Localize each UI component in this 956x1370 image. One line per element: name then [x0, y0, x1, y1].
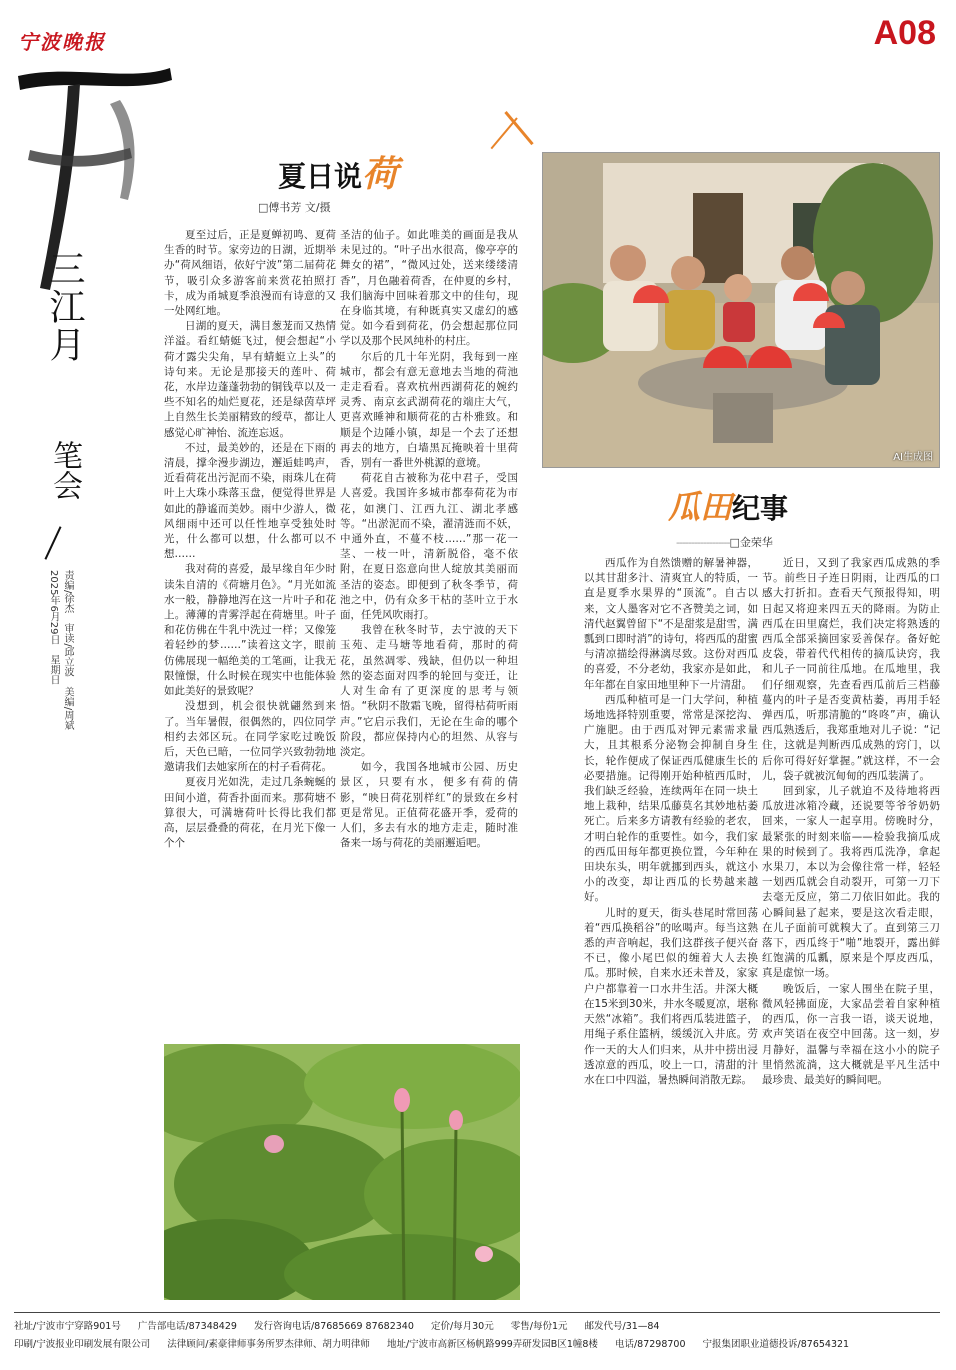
lotus-photo [164, 1044, 520, 1300]
footer-info-line [14, 1318, 673, 1332]
paragraph: 近日，又到了我家西瓜成熟的季节。前些日子连日阴雨，让西瓜的口感大打折扣。查看天气预报得知，明日起又将迎来四五天的降雨。为防止西瓜在田里腐烂，我们决定将熟透的西瓜全部采摘回家妥善保存。备好蛇皮袋，带着代代相传的摘瓜诀窍，我和儿子一同前往瓜地。在瓜地里，我们仔细观察，先查看西瓜前后三档藤蔓内的叶子是否变黄枯萎，再用手轻弹西瓜，听那清脆的“咚咚”声，确认西瓜熟透后，我郑重地对儿子说：“记住，这就是判断西瓜成熟的窍门，以后你可得好好掌握。”就这样，不一会儿，袋子就被沉甸甸的西瓜装满了。 [762, 557, 940, 782]
paragraph: 西瓜作为自然馈赠的解暑神器，以其甘甜多汁、清爽宜人的特质，一直是夏季水果界的“顶流”。自古以来，文人墨客对它不吝赞美之词，如清代赵翼曾留下“不是甜浆是甜雪，满瓢到口即时消”的诗句，将西瓜的甜蜜与清凉描绘得淋漓尽致。这份对西瓜的喜爱，不分老幼，我家亦是如此，年年都在自家田地里种下一片清甜。 [584, 557, 758, 691]
photo-illustration [164, 1044, 520, 1300]
article-title [278, 146, 398, 197]
decorative-line [491, 117, 518, 149]
footer-retail-price: 零售/每份1元 [510, 1321, 568, 1332]
family-watermelon-photo [542, 152, 940, 468]
article-column-2 [762, 556, 940, 1088]
footer-info-line [14, 1336, 863, 1350]
paragraph: 尔后的几十年光阴，我每到一座城市，都会有意无意地去当地的荷池走走看看。喜欢杭州西湖荷花的婉约灵秀、南京玄武湖荷花的端庄大气，更喜欢睡神和顺荷花的古朴雅致。和顺是个边陲小镇，却是一个去了还想再去的地方，白墙黑瓦掩映着十里荷香，别有一番世外桃源的意境。 [340, 350, 518, 470]
footer-postal-code: 邮发代号/31—84 [584, 1321, 660, 1332]
paragraph: 日湖的夏天，满目葱茏而又热情洋溢。看红蜻蜓飞过，便会想起“小荷才露尖尖角，早有蜻蜓立上头”的诗句来。无论是那接天的莲叶、荷花，水岸边蓬蓬勃勃的铜钱草以及一些不知名的灿烂夏花，还是绿茵草坪上自然生长美丽精致的绶草，都让人感觉心旷神怡、流连忘返。 [164, 320, 336, 439]
footer-distribution-phone: 发行咨询电话/87685669 87682340 [253, 1321, 414, 1332]
byline-author: □金荣华 [729, 536, 773, 549]
paragraph: 回到家，儿子就迫不及待地将西瓜放进冰箱冷藏，还说要等爷爷奶奶回来，一家人一起享用。傍晚时分，最紧张的时刻来临——检验我摘瓜成果的时候到了。我将西瓜洗净，拿起水果刀，本以为会像往常一样，轻轻一划西瓜就会自动裂开，可第一刀下去毫无反应，第二刀依旧如此。我的心瞬间悬了起来，要是这次看走眼，在儿子面前可就糗大了。直到第三刀落下，西瓜终于“啪”地裂开，露出鲜红饱满的瓜瓤，原来是个厚皮西瓜，真是虚惊一场。 [762, 785, 940, 980]
paragraph: 不过，最美妙的，还是在下雨的清晨，撑伞漫步湖边，邂逅蛙鸣声，近看荷花出污泥而不染，雨珠儿在荷叶上大珠小珠落玉盘，便觉得世界是如此的静谧而美妙。雨中少游人，微风细雨中还可以任性地享受独处时光，什么都可以想，什么都可以不想…… [164, 441, 336, 561]
divider-slash [44, 526, 61, 559]
paragraph: 西瓜种植可是一门大学问，种植场地选择特别重要，常常是深挖沟、广施肥。由于西瓜对钾元素需求量大，且其根系分泌物会抑制自身生长，轮作便成了保证西瓜健康生长的必要措施。记得刚开始种植西瓜时，我们缺乏经验，连续两年在同一块土地上栽种，结果瓜藤莫名其妙地枯萎死亡。后来多方请教有经验的老农，才明白轮作的重要性。如今，我们家的西瓜田每年都更换位置，今年种在田块东头，明年就挪到西头，就这小小的改变，却让西瓜的长势越来越好。 [584, 693, 758, 904]
footer-address: 社址/宁波市宁穿路901号 [14, 1321, 121, 1332]
footer-price: 定价/每月30元 [430, 1321, 494, 1332]
article-byline: □傅书芳 文/摄 [258, 201, 331, 214]
paragraph: 我对荷的喜爱，最早缘自年少时读朱自清的《荷塘月色》。“月光如流水一般，静静地泻在这一片叶子和花上。薄薄的青雾浮起在荷塘里。叶子和花仿佛在牛乳中洗过一样；又像笼着轻纱的梦……”读着这文字，眼前仿佛展现一幅绝美的工笔画，让我无限憧憬，什么时候在现实中也能体验如此美好的景致呢？ [164, 563, 336, 698]
column-subtitle: 笔会 [47, 440, 82, 500]
paragraph: 晚饭后，一家人围坐在院子里，微风轻拂面庞，大家品尝着自家种植的西瓜，你一言我一语，谈天说地，欢声笑语在夜空中回荡。这一刻，岁月静好，温馨与幸福在这小小的院子里悄然流淌，这大概就是平凡生活中最珍贵、最美好的瞬间吧。 [762, 982, 940, 1086]
paragraph: 没想到，机会很快就翩然到来了。当年暑假，很偶然的，四位同学相约去郊区玩。在同学家吃过晚饭后，天色已暗，一位同学兴致勃勃地邀请我们去她家所在的村子看荷花。 [164, 700, 336, 774]
issue-date: 2025年6月29日 星期日 [48, 570, 59, 685]
article-title-accent: 瓜田 [668, 488, 733, 526]
article-column-1 [584, 556, 758, 1088]
article-title [668, 482, 788, 528]
paragraph: 儿时的夏天，街头巷尾时常回荡着“西瓜换稻谷”的吆喝声。每当这熟悉的声音响起，我们这群孩子便兴奋不已，像小尾巴似的缠着大人去换瓜。那时候，自来水还未普及，家家户户都靠着一口水井生活。井深大概在15米到30米，井水冬暖夏凉，堪称天然“冰箱”。我们将西瓜装进篮子，用绳子系住篮柄，缓缓沉入井底。劳作一天的大人们归来，从井中捞出浸透凉意的西瓜，咬上一口，清甜的汁水在口中四溢，暑热瞬间消散无踪。 [584, 906, 758, 1086]
paragraph: 夏夜月光如洗，走过几条蜿蜒的田间小道，荷香扑面而来。那荷塘不算很大，可满塘荷叶长得比我们都高，层层叠叠的荷花，在月光下像一个个 [164, 776, 336, 850]
article-column-1 [164, 228, 336, 851]
article-title-text: 夏日说 [278, 160, 363, 193]
calligraphy-brush-ornament [10, 60, 180, 320]
editors-credit: 责编/徐杰 审读/邱立波 美编/周斌 [62, 570, 73, 731]
photo-illustration [543, 153, 939, 467]
column-name: 三江月 [44, 250, 85, 364]
footer-legal: 法律顾问/素豪律师事务所罗杰律师、胡力明律师 [167, 1339, 370, 1350]
byline-rule: ------------------ [676, 536, 730, 549]
footer-location: 地址/宁波市高新区杨帆路999弄研发园B区1幢8楼 [386, 1339, 598, 1350]
paragraph: 我曾在秋冬时节，去宁波的天下玉苑、走马塘等地看荷，那时的荷花，虽然凋零、残缺，但仍以一种坦然的姿态面对四季的轮回与变迁，让人对生命有了更深度的思考与领悟。“秋阴不散霜飞晚，留得枯荷听雨声。”它启示我们，无论在生命的哪个阶段，都应保持内心的坦然、从容与淡定。 [340, 624, 518, 758]
article-column-2 [340, 228, 518, 851]
paragraph: 如今，我国各地城市公园、历史景区，只要有水，便多有荷的倩影，“映日荷花别样红”的景致在乡村更是常见。正值荷花盛开季，爱荷的人们，多去有水的地方走走，随时准备来一场与荷花的美丽邂逅吧。 [340, 761, 518, 850]
article-title-text: 纪事 [732, 492, 789, 525]
footer-printer: 印刷/宁波报业印刷发展有限公司 [14, 1339, 151, 1350]
article-byline [676, 534, 773, 550]
footer-ad-phone: 广告部电话/87348429 [137, 1321, 237, 1332]
paragraph: 荷花自古被称为花中君子，受国人喜爱。我国许多城市都奉荷花为市花，如澳门、江西九江、湖北孝感等。“出淤泥而不染，濯清涟而不妖，中通外直，不蔓不枝……”那一花一茎、一枝一叶，清新脱俗，毫不依附，在夏日恣意向世人绽放其美丽而圣洁的姿态。即便到了秋冬季节，荷池之中，仍有众多干枯的茎叶立于水面，任凭风吹雨打。 [340, 472, 518, 622]
page-number: A08 [873, 14, 936, 52]
newspaper-logo: 宁波晚报 [18, 30, 106, 54]
article-title-accent: 荷 [362, 153, 399, 195]
footer-phone: 电话/87298700 [614, 1339, 686, 1350]
ai-generated-label: AI生成图 [893, 452, 933, 463]
footer-divider [14, 1312, 940, 1313]
paragraph: 夏至过后，正是夏蝉初鸣、夏荷生香的时节。家旁边的日湖，近期举办“荷风细语，依好宁波”第二届荷花节，吸引众多游客前来赏花拍照打卡，成为甬城夏季浪漫而有诗意的又一处网红地。 [164, 229, 336, 318]
footer-complaint: 宁报集团职业道德投诉/87654321 [702, 1339, 850, 1350]
paragraph: 圣洁的仙子。如此唯美的画面是我从未见过的。“叶子出水很高，像亭亭的舞女的裙”，“微风过处，送来缕缕清香”，月色融着荷香，在仲夏的乡村，我们脑海中回味着那文中的佳句，现在身临其境，有种既真实又虚幻的感觉。如今看到荷花，仍会想起那位同学以及那个民风纯朴的村庄。 [340, 229, 518, 348]
